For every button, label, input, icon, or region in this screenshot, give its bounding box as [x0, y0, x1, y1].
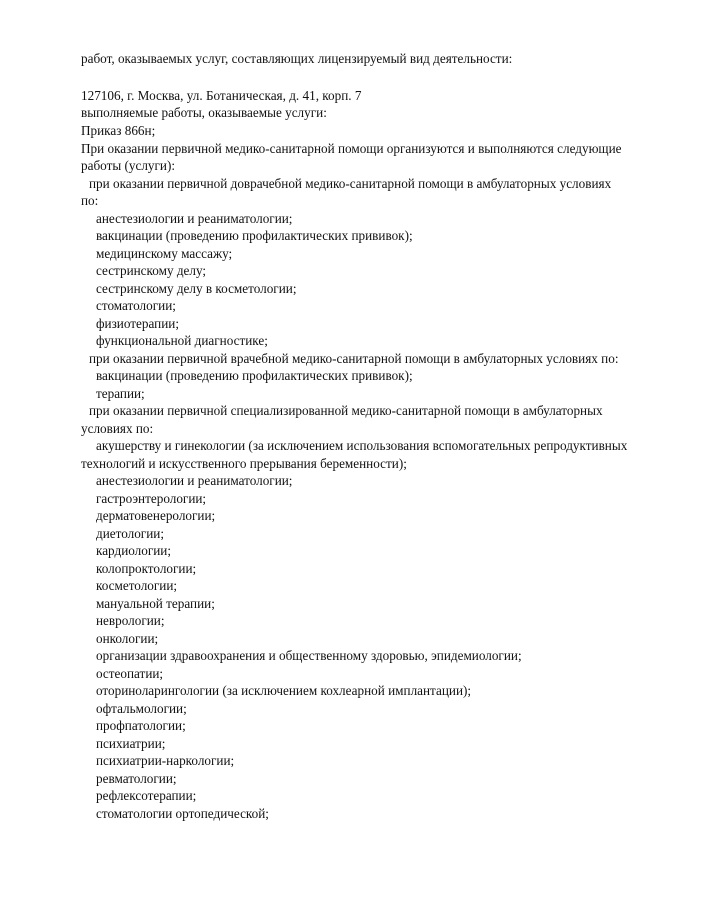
- section-heading: при оказании первичной врачебной медико-санитарной помощи в амбулаторных условиях по:: [89, 351, 619, 366]
- list-item: сестринскому делу в косметологии;: [96, 281, 297, 296]
- services-label: выполняемые работы, оказываемые услуги:: [81, 105, 327, 120]
- list-item: психиатрии-наркологии;: [96, 753, 235, 768]
- list-item: оториноларингологии (за исключением кохлеарной имплантации);: [96, 683, 472, 698]
- intro-line: При оказании первичной медико-санитарной помощи организуются и выполняются следующие: [81, 141, 622, 156]
- list-item: физиотерапии;: [96, 316, 180, 331]
- section-heading: при оказании первичной доврачебной медико-санитарной помощи в амбулаторных условиях: [89, 176, 612, 191]
- list-item: офтальмологии;: [96, 701, 187, 716]
- list-item: сестринскому делу;: [96, 263, 207, 278]
- section-heading: по:: [81, 193, 99, 208]
- list-item: медицинскому массажу;: [96, 246, 233, 261]
- list-item: ревматологии;: [96, 771, 177, 786]
- list-item: стоматологии ортопедической;: [96, 806, 269, 821]
- section-heading: при оказании первичной специализированной медико-санитарной помощи в амбулаторных: [89, 403, 603, 418]
- list-item: гастроэнтерологии;: [96, 491, 207, 506]
- list-item: дерматовенерологии;: [96, 508, 216, 523]
- list-item: кардиологии;: [96, 543, 172, 558]
- list-item: колопроктологии;: [96, 561, 197, 576]
- intro-line: работы (услуги):: [81, 158, 176, 173]
- list-item: организации здравоохранения и общественному здоровью, эпидемиологии;: [96, 648, 522, 663]
- list-item: диетологии;: [96, 526, 164, 541]
- list-item: анестезиологии и реаниматологии;: [96, 473, 293, 488]
- list-item: вакцинации (проведению профилактических прививок);: [96, 228, 413, 243]
- list-item: косметологии;: [96, 578, 178, 593]
- list-item: стоматологии;: [96, 298, 176, 313]
- order-line: Приказ 866н;: [81, 123, 156, 138]
- list-item: рефлексотерапии;: [96, 788, 197, 803]
- list-item: терапии;: [96, 386, 145, 401]
- list-item: остеопатии;: [96, 666, 164, 681]
- list-item: психиатрии;: [96, 736, 166, 751]
- section-heading: условиях по:: [81, 421, 154, 436]
- address-line: 127106, г. Москва, ул. Ботаническая, д. 41, корп. 7: [81, 88, 362, 103]
- list-item: анестезиологии и реаниматологии;: [96, 211, 293, 226]
- list-item: вакцинации (проведению профилактических прививок);: [96, 368, 413, 383]
- list-item: неврологии;: [96, 613, 165, 628]
- list-item-continuation: технологий и искусственного прерывания беременности);: [81, 456, 407, 471]
- list-item: мануальной терапии;: [96, 596, 215, 611]
- list-item: онкологии;: [96, 631, 159, 646]
- list-item: функциональной диагностике;: [96, 333, 268, 348]
- header-line: работ, оказываемых услуг, составляющих лицензируемый вид деятельности:: [81, 51, 513, 66]
- list-item: акушерству и гинекологии (за исключением использования вспомогательных репродуктивных: [96, 438, 628, 453]
- list-item: профпатологии;: [96, 718, 186, 733]
